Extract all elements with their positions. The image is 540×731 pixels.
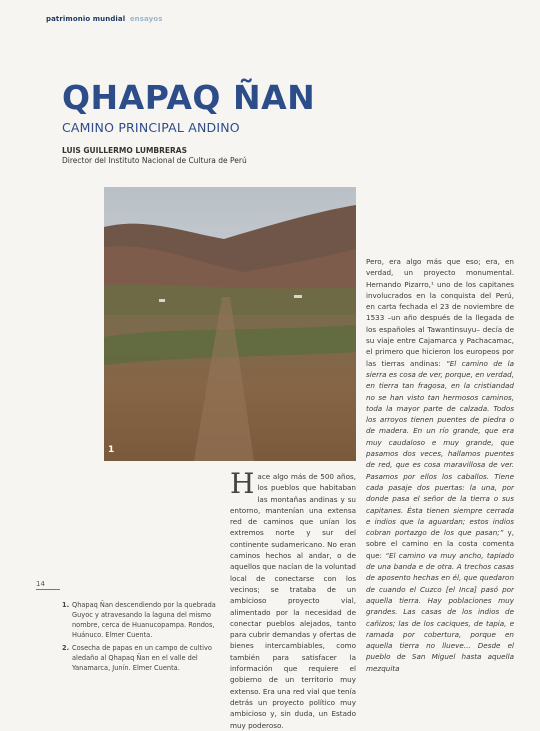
author-name: LUIS GUILLERMO LUMBRERAS (62, 146, 188, 155)
building (159, 299, 165, 302)
landscape-photo (104, 187, 356, 461)
header-series: patrimonio mundial (46, 15, 126, 23)
page-number: 14 (36, 580, 45, 588)
building (294, 295, 302, 298)
body-text: y, sobre el camino en la costa comenta que: (366, 528, 514, 560)
photo-captions (62, 600, 222, 676)
caption-item (62, 643, 222, 673)
body-paragraph (366, 256, 514, 674)
caption-text: Qhapaq Ñan descendiendo por la quebrada Guyoc y atravesando la laguna del mismo nombre, cerca de Huanucopampa. Rondos, Huánuco. Elmer Cuenta. (72, 601, 216, 639)
drop-cap: H (230, 467, 255, 500)
caption-item (62, 600, 222, 640)
caption-number: 2. (62, 644, 70, 652)
body-column-right (366, 256, 514, 674)
andean-valley-image (104, 187, 356, 461)
body-paragraph: ace algo más de 500 años, los pueblos que habitaban las montañas andinas y su entorno, mantenían una extensa red de caminos que unían los extremos norte y sur del continente sudamericano. No eran caminos hechos al andar, o de aquellos que nacían de la voluntad local de conectarse con los vecinos; se trataba de un ambicioso proyecto vial, alimentado por la necesidad de conectar pueblos alejados, tanto para cubrir demandas y ofertas de bienes intercambiables, como también para satisfacer la información que requiere el gobierno de un territorio muy extenso. Era una red vial que tenía detrás un proyecto político muy ambicioso y, sin duda, un Estado muy poderoso. (230, 472, 356, 730)
quote-text: “El camino va muy ancho, tapiado de una banda e de otra. A trechos casas de aposento hechas en él, que quedaron de cuando el Cuzco [el Inca] pasó por aquella tierra. Hay poblaciones muy grandes. Las casas de los indios de cañizos; las de los caciques, de tapia, e ramada por cobertura, porque en aquella tierra no llueve... Desde el pueblo de San Miguel hasta aquella mezquita (366, 550, 514, 673)
quote-text: “El camino de la sierra es cosa de ver, porque, en verdad, en tierra tan fragosa, en la cristiandad no se han visto tan hermosos caminos, toda la mayor parte de calzada. Todos los arroyos tienen puentes de piedra o de madera. En un río grande, que era muy caudaloso e muy grande, que pasamos dos veces, hallamos puentes de red, que es cosa maravillosa de ver. Pasamos por ellos los caballos. Tiene cada pasaje dos puertas: la una, por donde pasa el señor de la tierra o sus capitanes. Ésta tienen siempre cerrada e indios que la aguardan; estos indios cobran portazgo de los que pasan;” (366, 358, 514, 538)
body-text: Pero, era algo más que eso; era, en verdad, un proyecto monumental. Hernando Pizarro,¹ uno de los capitanes involucrados en la conquista del Perú, en carta fechada el 23 de noviembre de 1533 –un año después de la llegada de los españoles al Tawantinsuyu– decía de su viaje entre Cajamarca y Pachacamac, el primero que hicieron los europeos por las tierras andinas: (366, 257, 514, 368)
body-column-middle (230, 467, 356, 731)
header-section: ensayos (129, 15, 163, 23)
photo-number: 1 (108, 445, 115, 455)
article-title: QHAPAQ ÑAN (62, 78, 316, 117)
article-subtitle: CAMINO PRINCIPAL ANDINO (62, 120, 240, 135)
caption-number: 1. (62, 601, 70, 609)
caption-text: Cosecha de papas en un campo de cultivo aledaño al Qhapaq Ñan en el valle del Yanamarca, Junín. Elmer Cuenta. (72, 644, 212, 672)
running-header (46, 15, 162, 23)
page-number-rule (36, 589, 60, 590)
author-role: Director del Instituto Nacional de Cultura de Perú (62, 156, 247, 165)
